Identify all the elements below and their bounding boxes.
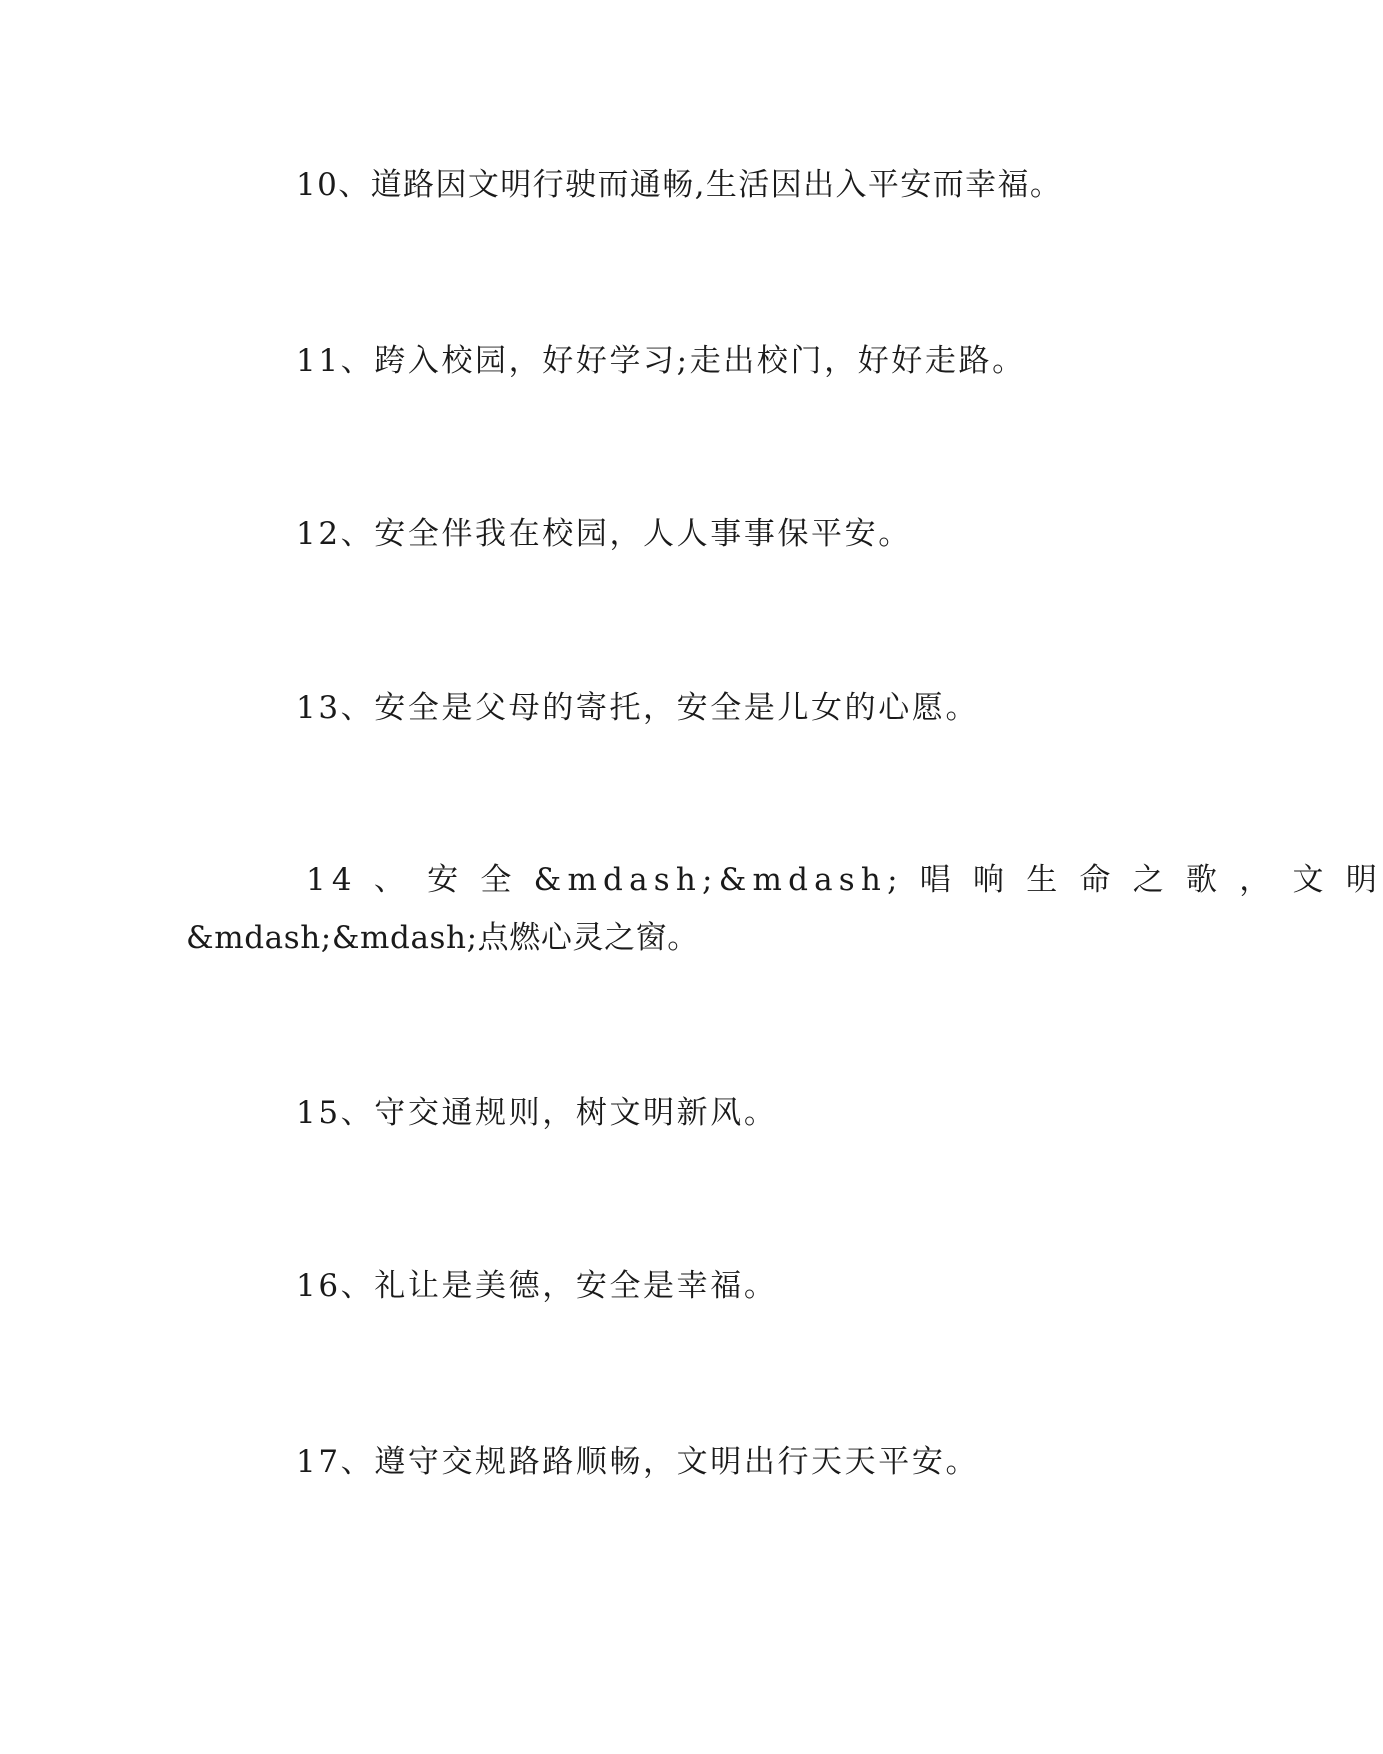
- slogan-line-13: 13、安全是父母的寄托，安全是儿女的心愿。: [296, 690, 980, 726]
- slogan-line-16: 16、礼让是美德，安全是幸福。: [296, 1268, 778, 1304]
- slogan-line-17: 17、遵守交规路路顺畅，文明出行天天平安。: [296, 1444, 980, 1480]
- slogan-line-11: 11、跨入校园，好好学习;走出校门，好好走路。: [296, 343, 1026, 379]
- slogan-line-10: 10、道路因文明行驶而通畅,生活因出入平安而幸福。: [296, 167, 1063, 203]
- slogan-line-15: 15、守交通规则，树文明新风。: [296, 1095, 778, 1131]
- slogan-line-14-part-1: 14 、 安 全 &mdash;&mdash; 唱 响 生 命 之 歌 ， 文 明: [306, 862, 1383, 898]
- slogan-line-14-part-2: &mdash;&mdash;点燃心灵之窗。: [186, 920, 699, 956]
- slogan-line-12: 12、安全伴我在校园，人人事事保平安。: [296, 516, 912, 552]
